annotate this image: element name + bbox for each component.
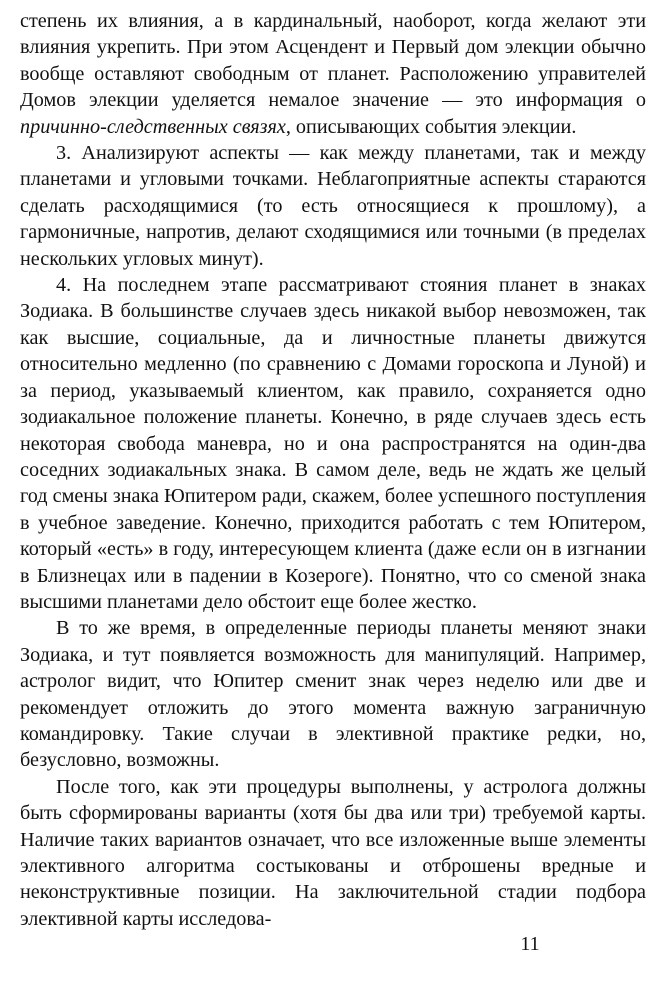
paragraph-zodiac-signs: 4. На последнем этапе рассматривают стояния планет в знаках Зодиака. В большинстве случаев здесь никакой выбор невозможен, так как высшие, социальные, да и личностные планеты движутся относительно медленно (по сравнению с Домами гороскопа и Луной) и за период, указываемый клиентом, как правило, сохраняется одно зодиакальное положение планеты. Конечно, в ряде случаев здесь есть некоторая свобода маневра, но и она распространятся на один-два соседних зодиакальных знака. В самом деле, ведь не ждать же целый год смены знака Юпитером ради, скажем, более успешного поступления в учебное заведение. Конечно, приходится работать с тем Юпитером, который «есть» в году, интересующем клиента (даже если он в изгнании в Близнецах или в падении в Козероге). Понятно, что со сменой знака высшими планетами дело обстоит еще более жестко. — [20, 274, 646, 613]
paragraph-continuation — [20, 8, 646, 140]
paragraph-tail-text: , описывающих события элекции. — [285, 115, 577, 138]
page-body — [20, 8, 646, 932]
paragraph-lead-text: степень их влияния, а в кардинальный, наоборот, когда желают эти влияния укрепить. При этом Асцендент и Первый дом элекции обычно вообще оставляют свободным от планет. Расположению управителей Домов элекции уделяется немалое значение — это информация о — [20, 10, 646, 112]
paragraph-aspects: 3. Анализируют аспекты — как между планетами, так и между планетами и угловыми точками. Неблагоприятные аспекты стараются сделать расходящимися (то есть относящиеся к прошлому), а гармоничные, напротив, делают сходящимися или точными (в пределах нескольких угловых минут). — [20, 142, 646, 270]
page-number: 11 — [520, 933, 540, 955]
emphasized-term: причинно-следственных связях — [20, 115, 286, 138]
paragraph-final-stage: После того, как эти процедуры выполнены, у астролога должны быть сформированы варианты (хотя бы два или три) требуемой карты. Наличие таких вариантов означает, что все изложенные выше элементы элективного алгоритма состыкованы и отброшены вредные и неконструктивные позиции. На заключительной стадии подбора элективной карты исследова- — [20, 775, 646, 930]
paragraph-sign-changes: В то же время, в определенные периоды планеты меняют знаки Зодиака, и тут появляется возможность для манипуляций. Например, астролог видит, что Юпитер сменит знак через неделю или две и рекомендует отложить до этого момента важную заграничную командировку. Такие случаи в элективной практике редки, но, безусловно, возможны. — [20, 617, 646, 772]
